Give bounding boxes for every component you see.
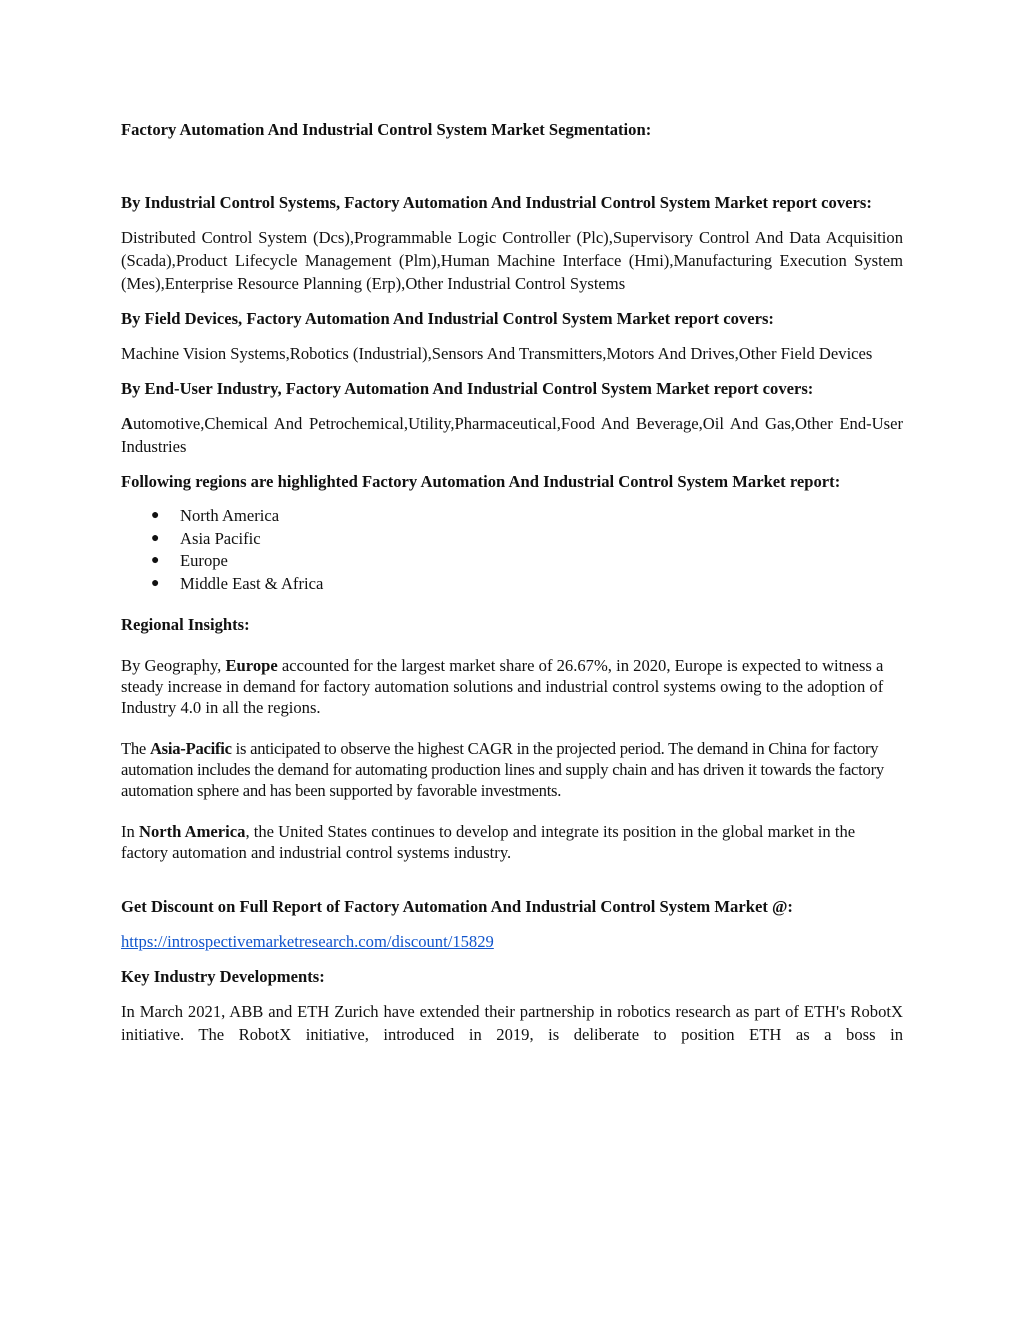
region-label: Europe [180,551,228,570]
bullet-icon: ● [151,575,160,591]
discount-heading: Get Discount on Full Report of Factory Automation And Industrial Control System Market @: [121,897,793,916]
regional-paragraph-asia-pacific [121,738,903,801]
list-item [151,550,903,573]
list-item [151,528,903,551]
list-item [151,573,903,596]
para-text: accounted for the largest market share of 26.67%, in 2020, Europe is expected to witness a steady increase in demand for factory automation solutions and industrial control systems owing to the adoption of Industry 4.0 in all the regions. [121,656,884,717]
region-label: Asia Pacific [180,528,261,548]
para-text: is anticipated to observe the highest CAGR in the projected period. The demand in China for factory automation includes the demand for automating production lines and supply chain and has driven it towards the factory automation sphere and has been supported by favorable investments. [121,739,884,800]
region-label: North America [180,506,280,525]
para-highlight: Europe [225,656,278,675]
discount-link[interactable]: https://introspectivemarketresearch.com/discount/15829 [121,932,494,951]
key-developments-body: In March 2021, ABB and ETH Zurich have extended their partnership in robotics research as part of ETH's RobotX initiative. The RobotX initiative, introduced in 2019, is deliberate to position ETH as a boss in [121,1002,903,1044]
para-text: The [121,739,150,758]
section-body-industrial-control-systems: Distributed Control System (Dcs),Programmable Logic Controller (Plc),Supervisory Control And Data Acquisition (Scada),Product Lifecycle Management (Plm),Human Machine Interface (Hmi),Manufacturing Execution System (Mes),Enterprise Resource Planning (Erp),Other Industrial Control Systems [121,228,903,293]
document-page [121,118,903,1046]
section-heading-field-devices: By Field Devices, Factory Automation And Industrial Control System Market report covers: [121,309,774,328]
regional-paragraph-north-america [121,821,903,863]
para-text: By Geography, [121,656,226,675]
discount-link-line [121,930,903,953]
document-title: Factory Automation And Industrial Control System Market Segmentation: [121,120,652,139]
section-heading-industrial-control-systems: By Industrial Control Systems, Factory Automation And Industrial Control System Market report covers: [121,193,872,212]
section-body-field-devices: Machine Vision Systems,Robotics (Industrial),Sensors And Transmitters,Motors And Drives,Other Field Devices [121,344,873,363]
para-highlight: Asia-Pacific [149,739,232,758]
section-heading-end-user-industry: By End-User Industry, Factory Automation And Industrial Control System Market report covers: [121,379,814,398]
para-text: , the United States continues to develop and integrate its position in the global market in the factory automation and industrial control systems industry. [121,822,856,862]
regional-paragraph-europe [121,655,903,718]
regions-list [121,505,903,595]
key-developments-heading: Key Industry Developments: [121,967,325,986]
bullet-icon: ● [151,508,160,523]
para-text: In [121,822,139,841]
bullet-icon: ● [151,530,160,546]
section-body-first-letter: A [121,414,133,433]
region-label: Middle East & Africa [180,573,324,593]
para-highlight: North America [138,822,246,841]
section-body-end-user-industry [121,412,903,458]
regional-insights-heading: Regional Insights: [121,615,250,634]
regions-heading: Following regions are highlighted Factory Automation And Industrial Control System Market report: [121,472,841,491]
bullet-icon: ● [151,553,160,568]
section-body-rest: utomotive,Chemical And Petrochemical,Utility,Pharmaceutical,Food And Beverage,Oil And Gas,Other End-User Industries [121,414,903,456]
list-item [151,505,903,528]
